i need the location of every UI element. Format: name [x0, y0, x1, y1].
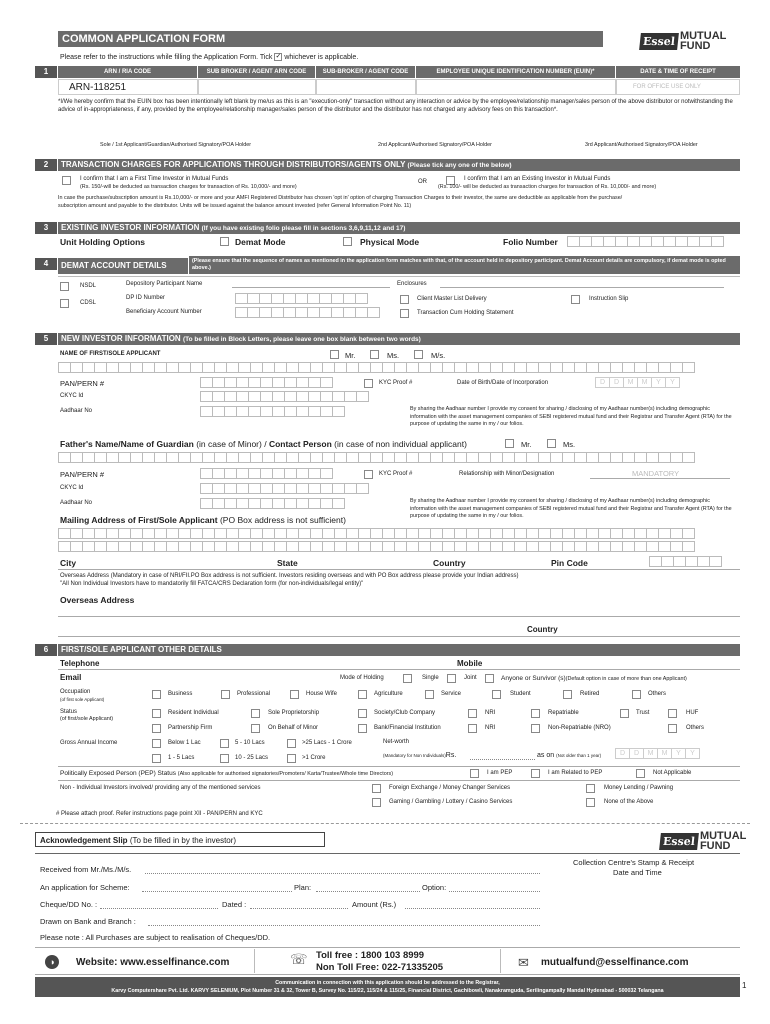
father-ckyc-label: CKYC Id: [60, 485, 84, 491]
pep-yes-label: I am PEP: [487, 770, 513, 776]
st-partnership-label: Partnership Firm: [168, 725, 213, 731]
inc-below1-checkbox[interactable]: [152, 739, 161, 748]
svc-lending-label: Money Lending / Pawning: [604, 785, 674, 791]
pep-related-label: I am Related to PEP: [548, 770, 603, 776]
drawn-on-field[interactable]: [148, 925, 540, 926]
option-label: Option:: [422, 883, 447, 892]
mr-label: Mr.: [345, 351, 356, 360]
col-subbroker-arn: SUB BROKER / AGENT ARN CODE: [198, 66, 316, 78]
st-huf-checkbox[interactable]: [668, 709, 677, 718]
cheque-field[interactable]: [100, 908, 218, 909]
overseas-note-1: Overseas Address (Mandatory in case of NRI/FII.PO Box address is not sufficient. Investors residing overseas and with PO Box address please provide your Indian address): [60, 573, 519, 579]
form-title-bar: [58, 31, 603, 47]
pep-label: Politically Exposed Person (PEP) Status (Also applicable for authorised signatories/Promoters/ Karta/Trustee/Whole time Directors): [60, 770, 393, 777]
existing-investor-label: I confirm that I am an Existing Investor in Mutual Funds: [464, 176, 611, 182]
dp-name-label: Depository Participant Name: [126, 281, 203, 287]
father-aadhaar-label: Aadhaar No: [60, 500, 93, 506]
ckyc-field[interactable]: [200, 391, 368, 402]
joint-checkbox[interactable]: [447, 674, 456, 683]
st-partnership-checkbox[interactable]: [152, 724, 161, 733]
section-6-number: 6: [35, 644, 57, 656]
section-1-header: [58, 66, 740, 78]
euin-declaration: *I/We hereby confirm that the EUIN box has been intentionally left blank by me/us as this is an "execution-only" transaction without any interaction or advice by the employee/relationship manager/sales person of the above distributor or notwithstanding the advice of in-appropriateness, if any, provided by the employee/relationship manager/sales person of the distributor and the distributor has not charged any advisory fees on this transaction*.: [58, 99, 733, 113]
mss-label: M/s.: [431, 351, 446, 360]
ms-checkbox[interactable]: [370, 350, 379, 359]
footer-sep-2: [500, 949, 501, 973]
first-applicant-name-label: NAME OF FIRST/SOLE APPLICANT: [60, 351, 161, 357]
pep-divider-bottom: [58, 780, 740, 781]
unit-holding-label: Unit Holding Options: [60, 237, 145, 247]
mandatory-watermark: MANDATORY: [632, 469, 680, 478]
amount-label: Amount (Rs.): [352, 900, 397, 909]
non-individual-label: Non - Individual Investors involved/ providing any of the mentioned services: [60, 785, 261, 791]
stamp-label: Collection Centre's Stamp & Receipt: [573, 858, 695, 867]
occ-others-checkbox[interactable]: [632, 690, 641, 699]
stamp-date-label: Date and Time: [613, 868, 662, 877]
status-sub: (of first/sole Applicant): [60, 716, 114, 722]
occ-service-label: Service: [441, 691, 462, 697]
father-ckyc-field[interactable]: [200, 483, 368, 494]
section-5-header: NEW INVESTOR INFORMATION (To be filled in Block Letters, please leave one box blank between two words): [58, 333, 740, 345]
st-society-checkbox[interactable]: [358, 709, 367, 718]
st-repatriable-label: Repatriable: [548, 710, 579, 716]
st-bank-label: Bank/Financial Institution: [374, 725, 441, 731]
st-resident-checkbox[interactable]: [152, 709, 161, 718]
ms-label: Ms.: [387, 351, 400, 360]
scheme-field[interactable]: [142, 891, 292, 892]
st-society-label: Society/Club Company: [374, 710, 436, 716]
instruction-slip-checkbox[interactable]: [571, 295, 580, 304]
section-3-header: EXISTING INVESTOR INFORMATION (If you have existing folio please fill in sections 3,6,9,11,12 and 17): [58, 222, 740, 234]
dob-field[interactable]: D D M M Y Y: [595, 377, 679, 388]
sig-first-applicant: Sole / 1st Applicant/Guardian/Authorised Signatory/POA Holder: [100, 142, 252, 148]
email-link[interactable]: mutualfund@esselfinance.com: [541, 957, 689, 968]
received-from-field[interactable]: [145, 873, 540, 874]
city-label: City: [60, 558, 77, 568]
first-time-investor-note: (Rs. 150/-will be deducted as transaction charges for transaction of Rs. 10,000/- and more): [80, 184, 297, 190]
ckyc-label: CKYC Id: [60, 393, 84, 399]
networth-rs-label: (Mandatory for Non Individuals)Rs.: [383, 752, 457, 759]
city-divider: [58, 569, 740, 570]
st-repatriable-checkbox[interactable]: [531, 709, 540, 718]
occ-housewife-checkbox[interactable]: [290, 690, 299, 699]
mail-icon: ✉: [518, 955, 529, 970]
dp-id-field[interactable]: [235, 293, 367, 304]
father-ms-label: Ms.: [563, 440, 576, 449]
joint-label: Joint: [464, 675, 477, 681]
st-sole-prop-checkbox[interactable]: [251, 709, 260, 718]
telephone-divider: [58, 669, 740, 670]
physical-mode-checkbox[interactable]: [343, 237, 352, 246]
instructions: Please refer to the instructions while filling the Application Form. Tick ✓ whichever is applicable.: [60, 53, 359, 61]
status-label: Status: [60, 709, 78, 715]
plan-label: Plan:: [294, 883, 312, 892]
st-nonrepatriable-label: Non-Repatriable (NRO): [548, 725, 611, 731]
folio-number-label: Folio Number: [503, 237, 558, 247]
st-minor-checkbox[interactable]: [251, 724, 260, 733]
relationship-field[interactable]: [590, 478, 730, 479]
father-name-field[interactable]: [58, 452, 694, 463]
cheque-label: Cheque/DD No. :: [40, 900, 98, 909]
svc-forex-label: Foreign Exchange / Money Changer Services: [389, 785, 511, 791]
aadhaar-label: Aadhaar No: [60, 408, 93, 414]
euin-field[interactable]: [416, 79, 616, 95]
svc-gaming-label: Gaming / Gambling / Lottery / Casino Services: [389, 799, 513, 805]
st-nonrepatriable-checkbox[interactable]: [531, 724, 540, 733]
cdsl-label: CDSL: [80, 300, 97, 306]
ack-title-box: Acknowledgement Slip (To be filled in by the investor): [35, 832, 325, 847]
holding-statement-checkbox[interactable]: [400, 309, 409, 318]
mss-checkbox[interactable]: [414, 350, 423, 359]
col-subbroker-code: SUB-BROKER / AGENT CODE: [316, 66, 416, 78]
occupation-sub: (of first sole Applicant): [60, 697, 105, 702]
occ-business-checkbox[interactable]: [152, 690, 161, 699]
overseas-country-label: Country: [527, 625, 558, 634]
mailing-address-line1[interactable]: [58, 528, 694, 539]
occ-agriculture-checkbox[interactable]: [358, 690, 367, 699]
demat-mode-label: Demat Mode: [235, 237, 286, 247]
amount-field[interactable]: [405, 908, 540, 909]
occ-others-label: Others: [648, 691, 667, 697]
st-trust-label: Trust: [636, 710, 650, 716]
overseas-address-line2[interactable]: [58, 636, 740, 637]
pep-related-checkbox[interactable]: [531, 769, 540, 778]
father-mr-checkbox[interactable]: [505, 439, 514, 448]
st-others-checkbox[interactable]: [668, 724, 677, 733]
inc-5-10-checkbox[interactable]: [220, 739, 229, 748]
father-name-label: Father's Name/Name of Guardian (in case of Minor) / Contact Person (in case of non individual applicant): [60, 439, 467, 449]
state-label: State: [277, 558, 298, 568]
dated-field[interactable]: [250, 908, 348, 909]
networth-date-field[interactable]: D D M M Y Y: [615, 748, 699, 759]
inc-1-5-checkbox[interactable]: [152, 754, 161, 763]
father-aadhaar-consent: By sharing the Aadhaar number I provide my consent for sharing / disclosing of my Aadhaar number(s) including demographic information with the asset management companies of SEBI registered mutual fund and their Registrar and Transfer Agent (RTA) for the purpose of updating the same in my / our folios.: [410, 498, 732, 519]
pan-label: PAN/PERN #: [60, 379, 105, 388]
father-mr-label: Mr.: [521, 440, 532, 449]
anyone-survivor-checkbox[interactable]: [485, 674, 494, 683]
st-bank-checkbox[interactable]: [358, 724, 367, 733]
st-huf-label: HUF: [686, 710, 699, 716]
drawn-on-label: Drawn on Bank and Branch :: [40, 917, 136, 926]
cut-line: [20, 823, 750, 824]
col-euin: EMPLOYEE UNIQUE IDENTIFICATION NUMBER (EUIN)*: [416, 66, 616, 78]
instruction-slip-label: Instruction Slip: [589, 296, 629, 302]
non-toll-free-number[interactable]: Non Toll Free: 022-71335205: [316, 962, 444, 973]
nsdl-label: NSDL: [80, 283, 97, 289]
tick-sample-icon: ✓: [275, 53, 282, 60]
section-3-number: 3: [35, 222, 57, 234]
aadhaar-field[interactable]: [200, 406, 344, 417]
inc-1cr-checkbox[interactable]: [287, 754, 296, 763]
or-label: OR: [418, 179, 427, 185]
anyone-survivor-label: Anyone or Survivor (s)(Default option in case of more than one Applicant): [501, 675, 687, 682]
mr-checkbox[interactable]: [330, 350, 339, 359]
subbroker-arn-field[interactable]: [198, 79, 316, 95]
st-trust-checkbox[interactable]: [620, 709, 629, 718]
occ-business-label: Business: [168, 691, 193, 697]
transaction-note-2: subscription amount and payable to the distributor. Units will be issued against the balance amount invested (refer General Information Point No. 11): [58, 203, 412, 209]
received-from-label: Received from Mr./Ms./M/s.: [40, 865, 132, 874]
transaction-note-1: In case the purchase/subscription amount is Rs.10,000/- or more and your AMFI Registered Distributor has chosen 'opt in' option of charging Transaction Charges to their investor, the same are deductible as applicable from the purchase/: [58, 195, 623, 201]
svc-none-checkbox[interactable]: [586, 798, 595, 807]
occ-housewife-label: House Wife: [306, 691, 338, 697]
email-label: Email: [60, 673, 82, 682]
inc-10-25-label: 10 - 25 Lacs: [235, 755, 269, 761]
cdsl-checkbox[interactable]: [60, 299, 69, 308]
kyc-proof-label: KYC Proof #: [379, 380, 413, 386]
st-resident-label: Resident Individual: [168, 710, 219, 716]
mailing-address-line2[interactable]: [58, 541, 694, 552]
st-sole-prop-label: Sole Proprietorship: [268, 710, 320, 716]
networth-label: Net-worth: [383, 739, 410, 745]
pan-field[interactable]: [200, 377, 332, 388]
toll-free-number[interactable]: Toll free : 1800 103 8999: [316, 950, 425, 961]
subbroker-code-field[interactable]: [316, 79, 416, 95]
st-nri-checkbox[interactable]: [468, 709, 477, 718]
dp-name-field[interactable]: [232, 287, 390, 288]
occupation-label: Occupation: [60, 689, 91, 695]
aadhaar-consent: By sharing the Aadhaar number I provide my consent for sharing / disclosing of my Aadhaar number(s) including demographic information with the asset management companies of SEBI registered mutual fund and their Registrar and Transfer Agent (RTA) for the purpose of updating the same in my / our folios.: [410, 406, 732, 427]
realisation-note: Please note : All Purchases are subject to realisation of Cheques/DD.: [40, 933, 271, 942]
occ-retired-label: Retired: [580, 691, 600, 697]
networth-field[interactable]: [470, 759, 535, 760]
gross-income-label: Gross Annual Income: [60, 740, 118, 746]
svc-gaming-checkbox[interactable]: [372, 798, 381, 807]
occ-student-label: Student: [510, 691, 531, 697]
client-master-label: Client Master List Delivery: [417, 296, 487, 302]
section-4-note: (Please ensure that the sequence of names as mentioned in the application form matches with that, of the account held in depository participant. Demat Account details are compulsory, if demat mode is opted above.): [189, 256, 740, 274]
svc-none-label: None of the Above: [604, 799, 654, 805]
father-pan-label: PAN/PERN #: [60, 470, 105, 479]
registrar-footer: [35, 977, 740, 997]
nsdl-checkbox[interactable]: [60, 282, 69, 291]
pep-divider-top: [58, 766, 740, 767]
inc-1cr-label: >1 Crore: [302, 755, 326, 761]
pep-yes-checkbox[interactable]: [470, 769, 479, 778]
pin-code-label: Pin Code: [551, 558, 588, 568]
essel-logo: Essel MUTUAL FUND: [640, 31, 726, 51]
footer-sep-1: [254, 949, 255, 973]
demat-mode-checkbox[interactable]: [220, 237, 229, 246]
first-time-investor-checkbox[interactable]: [62, 176, 71, 185]
client-master-checkbox[interactable]: [400, 295, 409, 304]
as-on-label: as on (Not older than 1 year): [537, 752, 602, 759]
registrar-address: Karvy Computershare Pvt. Ltd. KARVY SELENIUM, Plot Number 31 & 32, Tower B, Survey No. 115/22, 115/24 & 115/25, Financial District, Gachibowli, Nanakramguda, Serilingampally Mandal Hyderabad - 500032 Telangana: [111, 988, 664, 994]
page-number: 1: [742, 981, 747, 990]
col-date-receipt: DATE & TIME OF RECEIPT: [616, 66, 740, 78]
beneficiary-account-field[interactable]: [235, 307, 379, 318]
website-link[interactable]: Website: www.esselfinance.com: [76, 957, 230, 968]
inc-25-1cr-checkbox[interactable]: [287, 739, 296, 748]
dated-label: Dated :: [222, 900, 247, 909]
occ-professional-checkbox[interactable]: [221, 690, 230, 699]
website-icon: ◑: [45, 955, 59, 969]
pep-na-label: Not Applicable: [653, 770, 692, 776]
section-2-header: TRANSACTION CHARGES FOR APPLICATIONS THROUGH DISTRIBUTORS/AGENTS ONLY (Please tick any one of the below): [58, 159, 740, 171]
first-time-investor-label: I confirm that I am a First Time Investor in Mutual Funds: [80, 176, 229, 182]
section-4-header: DEMAT ACCOUNT DETAILS: [58, 258, 188, 274]
inc-25-1cr-label: >25 Lacs - 1 Crore: [302, 740, 352, 746]
dob-label: Date of Birth/Date of Incorporation: [457, 380, 549, 386]
section-1-number: 1: [35, 66, 57, 78]
ack-essel-logo: Essel MUTUAL FUND: [660, 831, 746, 851]
inc-1-5-label: 1 - 5 Lacs: [168, 755, 195, 761]
st-nri2-checkbox[interactable]: [468, 724, 477, 733]
svc-forex-checkbox[interactable]: [372, 784, 381, 793]
overseas-address-line1[interactable]: [58, 616, 740, 617]
section-2-number: 2: [35, 159, 57, 171]
office-use-field: FOR OFFICE USE ONLY: [616, 79, 740, 95]
mobile-label: Mobile: [457, 659, 483, 668]
col-arn: ARN / RIA CODE: [58, 66, 198, 78]
existing-investor-note: (Rs. 100/- will be deducted as transaction charges for transaction of Rs. 10,000/- and more): [438, 184, 657, 190]
st-minor-label: On Behalf of Minor: [268, 725, 319, 731]
occ-service-checkbox[interactable]: [425, 690, 434, 699]
scheme-label: An application for Scheme:: [40, 883, 130, 892]
inc-10-25-checkbox[interactable]: [220, 754, 229, 763]
occ-professional-label: Professional: [237, 691, 271, 697]
pep-na-checkbox[interactable]: [636, 769, 645, 778]
svc-lending-checkbox[interactable]: [586, 784, 595, 793]
dp-id-label: DP ID Number: [126, 295, 165, 301]
inc-5-10-label: 5 - 10 Lacs: [235, 740, 265, 746]
section-4-divider: [58, 276, 740, 277]
kyc-proof-checkbox[interactable]: [364, 379, 373, 388]
overseas-note-2: "All Non Individual Investors have to mandatorily fill FATCA/CRS Declaration form (for non-individuals/legal entity)": [60, 581, 364, 587]
single-label: Single: [422, 675, 439, 681]
option-field[interactable]: [449, 891, 540, 892]
father-kyc-label: KYC Proof #: [379, 471, 413, 477]
sig-third-applicant: 3rd Applicant/Authorised Signatory/POA Holder: [585, 142, 698, 148]
holding-statement-label: Transaction Cum Holding Statement: [417, 310, 514, 316]
pan-footnote: # Please attach proof. Refer instructions page point XII - PAN/PERN and KYC: [56, 811, 263, 817]
plan-field[interactable]: [316, 891, 420, 892]
arn-field[interactable]: ARN-118251: [58, 79, 198, 95]
enclosures-line: [440, 287, 724, 288]
phone-icon: ☏: [290, 951, 308, 967]
section-6-header: FIRST/SOLE APPLICANT OTHER DETAILS: [58, 644, 740, 656]
first-applicant-name-field[interactable]: [58, 362, 694, 373]
country-label: Country: [433, 558, 466, 568]
overseas-address-label: Overseas Address: [60, 595, 135, 605]
registrar-comm: Communication in connection with this application should be addressed to the Registrar,: [275, 980, 500, 986]
pin-code-field[interactable]: [649, 556, 721, 567]
beneficiary-account-label: Beneficiary Account Number: [126, 309, 202, 315]
form-title: COMMON APPLICATION FORM: [62, 33, 226, 45]
father-aadhaar-field[interactable]: [200, 498, 344, 509]
st-nri-label: NRI: [485, 710, 496, 716]
inc-below1-label: Below 1 Lac: [168, 740, 201, 746]
section-5-number: 5: [35, 333, 57, 345]
folio-number-field[interactable]: [567, 236, 723, 247]
ack-top-divider: [35, 853, 740, 854]
section-4-number: 4: [35, 258, 57, 270]
single-checkbox[interactable]: [403, 674, 412, 683]
enclosures-label: Enclosures: [397, 281, 427, 287]
father-ms-checkbox[interactable]: [547, 439, 556, 448]
occ-student-checkbox[interactable]: [492, 690, 501, 699]
st-nri2-label: NRI: [485, 725, 496, 731]
mode-holding-label: Mode of Holding: [340, 675, 384, 681]
mailing-address-label: Mailing Address of First/Sole Applicant (PO Box address is not sufficient): [60, 515, 346, 525]
occ-agriculture-label: Agriculture: [374, 691, 403, 697]
st-others-label: Others: [686, 725, 705, 731]
physical-mode-label: Physical Mode: [360, 237, 420, 247]
occ-retired-checkbox[interactable]: [563, 690, 572, 699]
relationship-label: Relationship with Minor/Designation: [459, 471, 555, 477]
telephone-label: Telephone: [60, 659, 100, 668]
father-pan-field[interactable]: [200, 468, 332, 479]
sig-second-applicant: 2nd Applicant/Authorised Signatory/POA Holder: [378, 142, 492, 148]
father-kyc-checkbox[interactable]: [364, 470, 373, 479]
